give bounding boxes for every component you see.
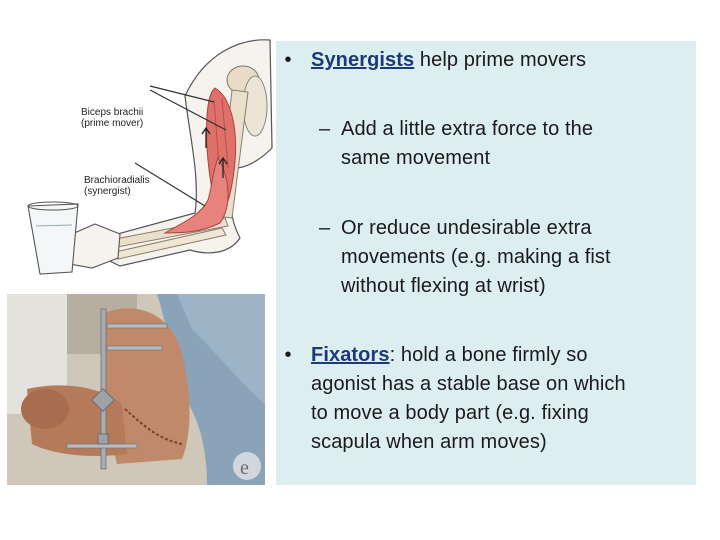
bullet-text	[311, 46, 586, 75]
bullet-synergists	[276, 46, 696, 76]
subbullet-marker: –	[319, 118, 331, 140]
subbullet-line: Or reduce undesirable extra	[341, 217, 592, 239]
glass-icon	[28, 204, 78, 274]
bullet-fixators	[276, 341, 696, 461]
bullet-text	[311, 341, 588, 370]
subbullet-reduce-movements	[276, 214, 696, 304]
bullet-line: agonist has a stable base on which	[311, 373, 626, 395]
brachioradialis-label-line1: Brachioradialis	[84, 175, 150, 186]
content-panel	[276, 41, 696, 485]
biceps-label	[81, 107, 143, 129]
subbullet-line: Add a little extra force to the	[341, 118, 594, 140]
bullet-marker: •	[284, 344, 292, 366]
bullet-rest: help prime movers	[414, 49, 587, 71]
term-synergists: Synergists	[311, 49, 415, 71]
arm-muscle-illustration	[0, 28, 280, 296]
brachioradialis-label	[84, 175, 150, 197]
watermark-letter: e	[240, 457, 249, 479]
subbullet-marker: –	[319, 217, 331, 239]
arm-drawing	[0, 28, 280, 296]
bullet-rest: : hold a bone firmly so	[389, 344, 588, 366]
subbullet-line: same movement	[341, 147, 491, 169]
subbullet-extra-force	[276, 115, 696, 175]
subbullet-line: movements (e.g. making a fist	[341, 246, 611, 268]
bullet-line: scapula when arm moves)	[311, 431, 547, 453]
fixator-photo	[7, 294, 265, 485]
bullet-marker: •	[284, 49, 292, 71]
subbullet-line: without flexing at wrist)	[341, 275, 546, 297]
term-fixators: Fixators	[311, 344, 390, 366]
brachioradialis-label-line2: (synergist)	[84, 186, 131, 197]
fixator-photo-drawing	[7, 294, 265, 485]
bullet-line: to move a body part (e.g. fixing	[311, 402, 589, 424]
fist	[21, 389, 69, 429]
biceps-label-line1: Biceps brachii	[81, 107, 144, 118]
biceps-label-line2: (prime mover)	[81, 118, 144, 129]
